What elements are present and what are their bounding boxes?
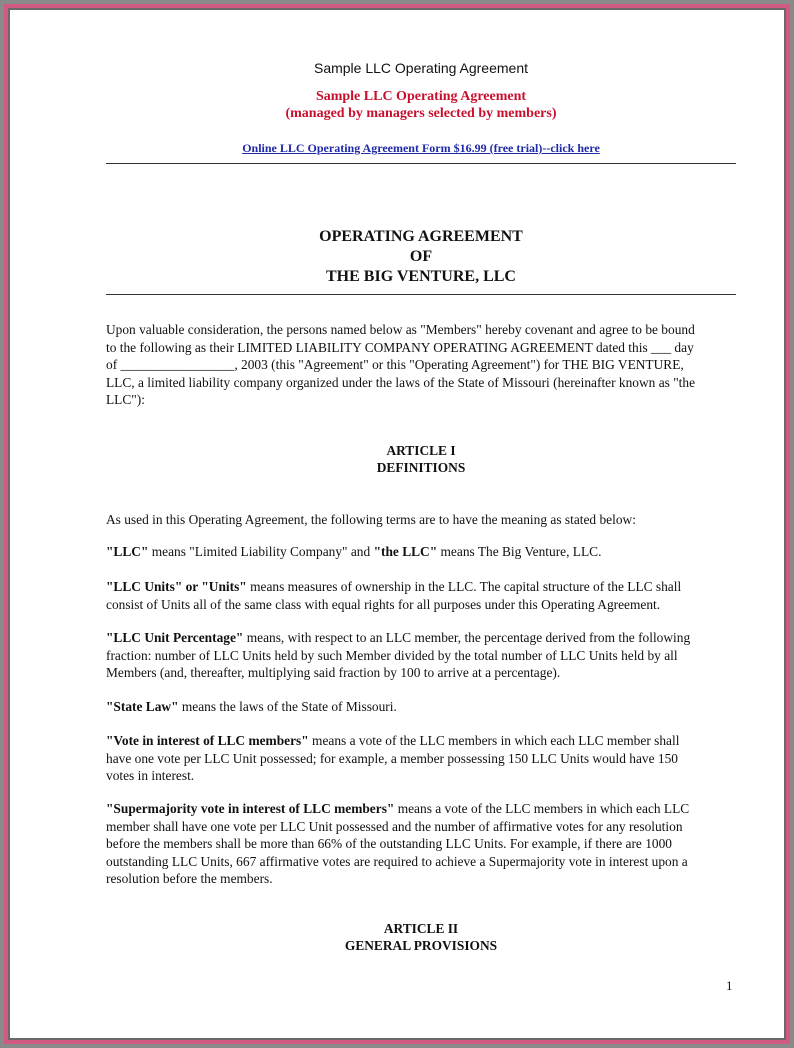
intro-line: LLC, a limited liability company organized under the laws of the State of Missouri (hereinafter known as "the	[106, 374, 696, 390]
red-subtitle: (managed by managers selected by members)	[285, 106, 557, 121]
term-the-llc: "the LLC"	[373, 544, 438, 559]
definition-text: means a vote of the LLC members in which each LLC	[394, 801, 690, 816]
definition-supermajority	[106, 800, 736, 888]
article-1-number: ARTICLE I	[386, 443, 456, 458]
intro-paragraph	[106, 321, 736, 409]
definition-text: before the members shall be more than 66% of the outstanding LLC Units. For example, if there are 1000	[106, 836, 672, 851]
agreement-title-line2: OF	[409, 248, 433, 265]
definition-text: have one vote per LLC Unit possessed; for example, a member possessing 150 LLC Units would have 150	[106, 750, 678, 766]
term-units: "LLC Units" or "Units"	[106, 579, 247, 594]
definition-text: fraction: number of LLC Units held by such Member divided by the total number of LLC Units held by all	[106, 647, 678, 663]
definition-state-law	[106, 698, 736, 716]
definition-text: member shall have one vote per LLC Unit possessed and the number of affirmative votes for any resolution	[106, 818, 683, 834]
intro-line: to the following as their LIMITED LIABILITY COMPANY OPERATING AGREEMENT dated this ___ day	[106, 339, 694, 355]
term-vote-in-interest: "Vote in interest of LLC members"	[106, 733, 309, 748]
intro-line: Upon valuable consideration, the persons named below as "Members" hereby covenant and agree to be bound	[106, 322, 695, 337]
term-llc: "LLC"	[106, 544, 149, 559]
definition-units	[106, 578, 736, 613]
divider-title	[106, 294, 736, 295]
definitions-intro: As used in this Operating Agreement, the following terms are to have the meaning as stated below:	[106, 512, 636, 527]
definition-text: resolution before the members.	[106, 871, 273, 886]
definition-llc	[106, 543, 736, 561]
definition-unit-percentage	[106, 629, 736, 682]
red-title: Sample LLC Operating Agreement	[315, 89, 527, 104]
article-1-heading: DEFINITIONS	[376, 460, 466, 475]
term-supermajority: "Supermajority vote in interest of LLC members"	[106, 801, 395, 816]
definition-text: consist of Units all of the same class with equal rights for all purposes under this Operating Agreement.	[106, 596, 661, 612]
article-2-heading: GENERAL PROVISIONS	[344, 938, 498, 953]
document-header-title: Sample LLC Operating Agreement	[313, 60, 528, 76]
definition-text: means The Big Venture, LLC.	[437, 544, 602, 559]
agreement-title-line1: OPERATING AGREEMENT	[319, 228, 523, 245]
definition-text: means a vote of the LLC members in which each LLC member shall	[308, 733, 680, 748]
definition-text: means measures of ownership in the LLC. The capital structure of the LLC shall	[246, 579, 682, 594]
term-state-law: "State Law"	[106, 699, 179, 714]
online-form-link[interactable]: Online LLC Operating Agreement Form $16.99 (free trial)--click here	[242, 141, 600, 155]
definition-text: means the laws of the State of Missouri.	[178, 699, 397, 714]
page-number: 1	[726, 978, 733, 993]
definition-text: Members (and, thereafter, multiplying said fraction by 100 to arrive at a percentage).	[106, 665, 561, 680]
definition-text: outstanding LLC Units, 667 affirmative votes are required to achieve a Supermajority vote in interest upon a	[106, 853, 688, 869]
term-unit-percentage: "LLC Unit Percentage"	[106, 630, 244, 645]
agreement-title-line3: THE BIG VENTURE, LLC	[326, 268, 516, 285]
intro-line: LLC"):	[106, 392, 145, 407]
definition-vote-in-interest	[106, 732, 736, 785]
divider-top	[106, 163, 736, 164]
article-2-number: ARTICLE II	[383, 921, 459, 936]
definition-text: means "Limited Liability Company" and	[148, 544, 374, 559]
definition-text: votes in interest.	[106, 768, 195, 783]
definition-text: means, with respect to an LLC member, the percentage derived from the following	[243, 630, 691, 645]
intro-line: of _________________, 2003 (this "Agreement" or this "Operating Agreement") for THE BIG VENTURE,	[106, 357, 684, 372]
